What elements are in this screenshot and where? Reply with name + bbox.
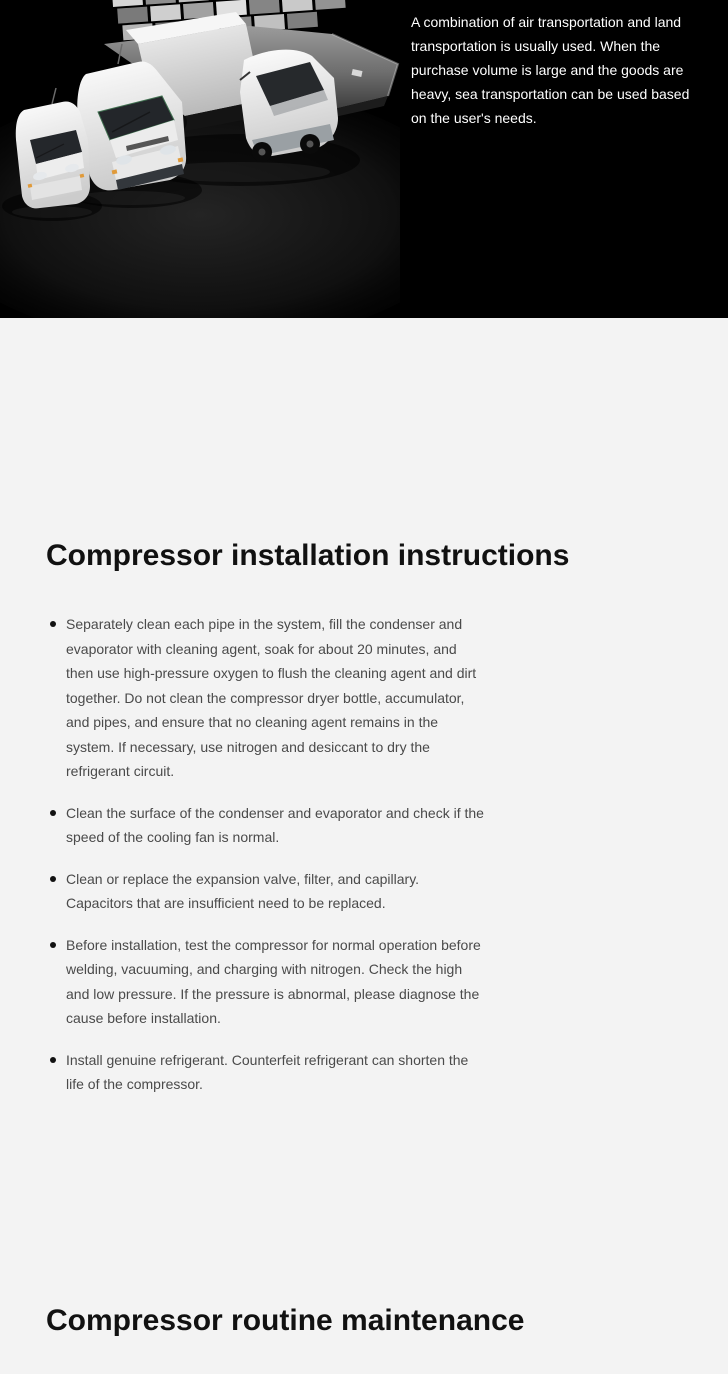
section-title-installation: Compressor installation instructions xyxy=(46,539,570,572)
list-item: Clean the surface of the condenser and evaporator and check if the speed of the cooling fan is normal. xyxy=(66,801,486,850)
section-title-maintenance: Compressor routine maintenance xyxy=(46,1303,525,1337)
content-section xyxy=(0,318,728,1338)
hero-caption: A combination of air transportation and land transportation is usually used. When the purchase volume is large and the goods are heavy, sea transportation can be used based on the user's needs. xyxy=(411,14,690,126)
installation-bullet-list xyxy=(46,612,486,1097)
list-item: Before installation, test the compressor for normal operation before welding, vacuuming, and charging with nitrogen. Check the high and low pressure. If the pressure is abnormal, please diagnose the cause before installation. xyxy=(66,933,486,1031)
transport-vehicles-photo xyxy=(0,0,400,318)
list-item: Separately clean each pipe in the system, fill the condenser and evaporator with cleaning agent, soak for about 20 minutes, and then use high-pressure oxygen to flush the cleaning agent and dirt together. Do not clean the compressor dryer bottle, accumulator, and pipes, and ensure that no cleaning agent remains in the system. If necessary, use nitrogen and desiccant to dry the refrigerant circuit. xyxy=(66,612,486,784)
list-item: Clean or replace the expansion valve, filter, and capillary. Capacitors that are insufficient need to be replaced. xyxy=(66,867,486,916)
list-item: Install genuine refrigerant. Counterfeit refrigerant can shorten the life of the compressor. xyxy=(66,1048,486,1097)
hero-section xyxy=(0,0,728,318)
